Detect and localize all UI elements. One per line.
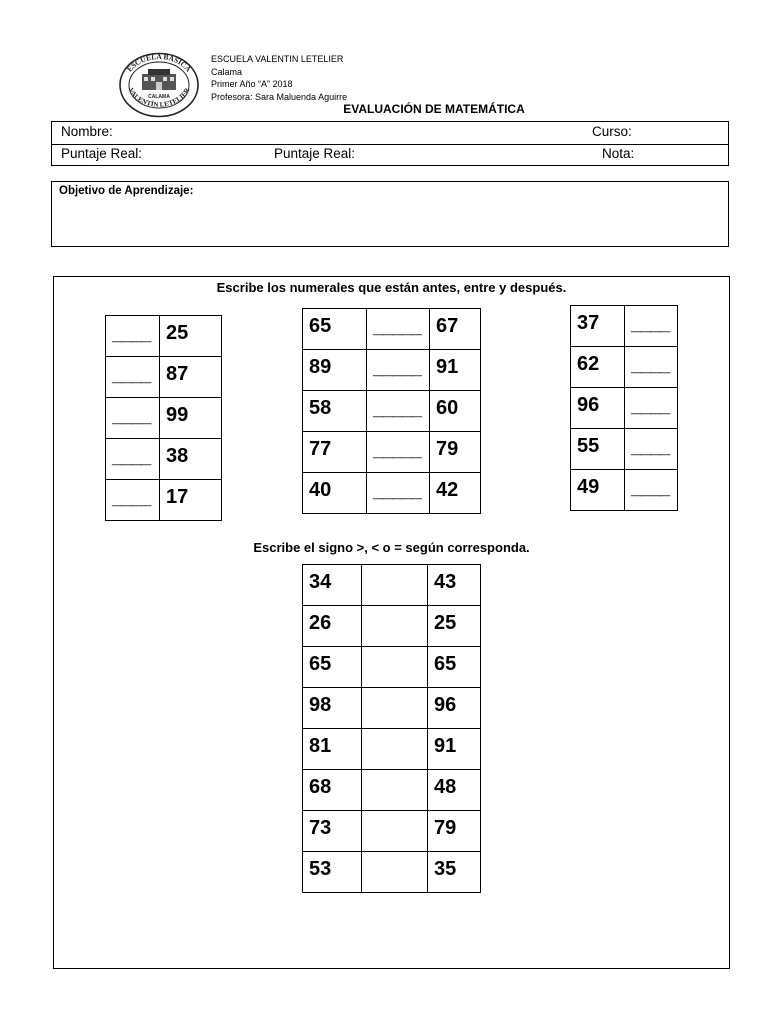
table-row [303, 565, 481, 606]
number-cell: 34 [303, 565, 362, 606]
grade-label: Nota: [602, 146, 635, 161]
number-cell: 81 [303, 729, 362, 770]
number-cell: 60 [430, 391, 481, 432]
sign-answer-cell[interactable] [362, 606, 428, 647]
sign-answer-cell[interactable] [362, 647, 428, 688]
table-row [106, 480, 222, 521]
objective-box [51, 181, 729, 247]
sign-answer-cell[interactable] [362, 565, 428, 606]
number-cell: 67 [430, 309, 481, 350]
number-cell: 35 [428, 852, 481, 893]
after-numbers-table [570, 305, 678, 511]
number-cell: 79 [428, 811, 481, 852]
number-cell: 98 [303, 688, 362, 729]
answer-blank-cell[interactable]: ____ [106, 316, 160, 357]
table-row [303, 647, 481, 688]
number-cell: 96 [428, 688, 481, 729]
number-cell: 58 [303, 391, 367, 432]
table-row [303, 432, 481, 473]
number-cell: 17 [160, 480, 222, 521]
answer-blank-cell[interactable]: _____ [367, 391, 430, 432]
table-row [303, 770, 481, 811]
answer-blank-cell[interactable]: ____ [625, 347, 678, 388]
sign-answer-cell[interactable] [362, 770, 428, 811]
answer-blank-cell[interactable]: ____ [625, 388, 678, 429]
answer-blank-cell[interactable]: _____ [367, 473, 430, 514]
number-cell: 99 [160, 398, 222, 439]
number-cell: 48 [428, 770, 481, 811]
exercise2-instruction: Escribe el signo >, < o = según corresponda. [253, 540, 530, 555]
number-cell: 62 [571, 347, 625, 388]
school-teacher: Profesora: Sara Maluenda Aguirre [211, 91, 348, 102]
number-cell: 79 [430, 432, 481, 473]
sign-answer-cell[interactable] [362, 688, 428, 729]
exercise1-instruction: Escribe los numerales que están antes, entre y después. [216, 280, 567, 295]
table-row [303, 606, 481, 647]
table-row [303, 309, 481, 350]
table-row [571, 306, 678, 347]
number-cell: 26 [303, 606, 362, 647]
answer-blank-cell[interactable]: _____ [367, 350, 430, 391]
number-cell: 87 [160, 357, 222, 398]
score-label-1: Puntaje Real: [61, 146, 143, 161]
table-row [106, 439, 222, 480]
school-name: ESCUELA VALENTIN LETELIER [211, 54, 344, 64]
table-row [106, 357, 222, 398]
table-row [303, 473, 481, 514]
between-numbers-table [302, 308, 481, 514]
table-row [106, 316, 222, 357]
table-row [571, 429, 678, 470]
table-row [106, 398, 222, 439]
number-cell: 65 [428, 647, 481, 688]
number-cell: 65 [303, 647, 362, 688]
answer-blank-cell[interactable]: ____ [106, 357, 160, 398]
school-city: Calama [211, 66, 243, 77]
info-row-score [52, 144, 728, 166]
evaluation-title: EVALUACIÓN DE MATEMÁTICA [343, 102, 525, 116]
table-row [571, 470, 678, 511]
comparison-table [302, 564, 481, 893]
number-cell: 65 [303, 309, 367, 350]
number-cell: 91 [430, 350, 481, 391]
number-cell: 68 [303, 770, 362, 811]
objective-label: Objetivo de Aprendizaje: [59, 185, 194, 197]
student-info-box [51, 121, 729, 166]
number-cell: 55 [571, 429, 625, 470]
number-cell: 49 [571, 470, 625, 511]
before-numbers-table [105, 315, 222, 521]
svg-text:VALENTÍN LETELIER: VALENTÍN LETELIER [126, 86, 192, 109]
number-cell: 42 [430, 473, 481, 514]
answer-blank-cell[interactable]: _____ [367, 309, 430, 350]
table-row [303, 811, 481, 852]
info-row-name [52, 122, 728, 145]
table-row [571, 388, 678, 429]
answer-blank-cell[interactable]: ____ [106, 480, 160, 521]
number-cell: 25 [428, 606, 481, 647]
svg-text:CALAMA: CALAMA [148, 94, 170, 100]
course-label: Curso: [592, 124, 632, 139]
answer-blank-cell[interactable]: ____ [106, 398, 160, 439]
table-row [571, 347, 678, 388]
number-cell: 89 [303, 350, 367, 391]
answer-blank-cell[interactable]: ____ [625, 470, 678, 511]
school-grade: Primer Año “A” 2018 [211, 79, 293, 89]
table-row [303, 852, 481, 893]
answer-blank-cell[interactable]: _____ [367, 432, 430, 473]
answer-blank-cell[interactable]: ____ [106, 439, 160, 480]
number-cell: 25 [160, 316, 222, 357]
number-cell: 77 [303, 432, 367, 473]
number-cell: 53 [303, 852, 362, 893]
school-info [211, 53, 347, 103]
answer-blank-cell[interactable]: ____ [625, 429, 678, 470]
table-row [303, 729, 481, 770]
sign-answer-cell[interactable] [362, 811, 428, 852]
table-row [303, 391, 481, 432]
answer-blank-cell[interactable]: ____ [625, 306, 678, 347]
table-row [303, 350, 481, 391]
number-cell: 37 [571, 306, 625, 347]
sign-answer-cell[interactable] [362, 852, 428, 893]
number-cell: 38 [160, 439, 222, 480]
number-cell: 43 [428, 565, 481, 606]
number-cell: 96 [571, 388, 625, 429]
svg-text:ESCUELA BÁSICA: ESCUELA BÁSICA [124, 52, 194, 74]
number-cell: 73 [303, 811, 362, 852]
sign-answer-cell[interactable] [362, 729, 428, 770]
name-label: Nombre: [61, 124, 113, 139]
score-label-2: Puntaje Real: [274, 146, 356, 161]
number-cell: 40 [303, 473, 367, 514]
table-row [303, 688, 481, 729]
number-cell: 91 [428, 729, 481, 770]
